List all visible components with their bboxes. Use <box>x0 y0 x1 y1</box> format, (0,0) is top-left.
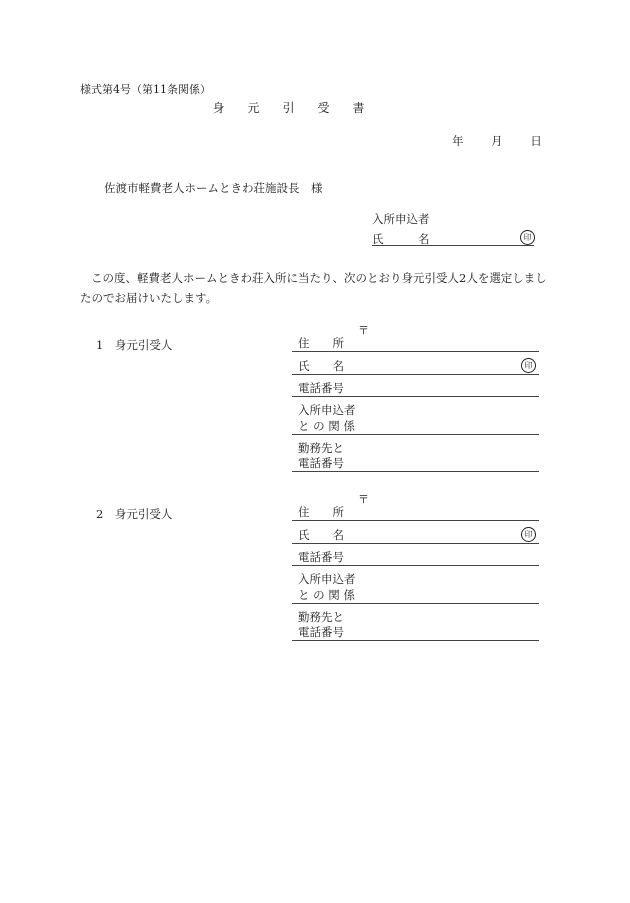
date-year: 年 <box>452 134 464 148</box>
phone-field[interactable] <box>292 380 539 397</box>
relation-label-line2: と の 関 係 <box>298 419 355 433</box>
relation-field[interactable] <box>292 402 539 435</box>
workplace-label-line1: 勤務先と <box>298 610 344 624</box>
guarantor-number-label: 1 身元引受人 <box>96 338 173 352</box>
document-title: 身元引受書 <box>212 101 388 115</box>
name-label: 氏 名 <box>298 528 344 542</box>
workplace-label-line2: 電話番号 <box>298 625 344 639</box>
address-field[interactable] <box>292 504 539 521</box>
guarantor-number-label: 2 身元引受人 <box>96 507 173 521</box>
date-month: 月 <box>491 134 503 148</box>
seal-mark: 印 <box>521 527 536 542</box>
name-field[interactable] <box>292 527 539 544</box>
relation-label-line2: と の 関 係 <box>298 588 355 602</box>
workplace-field[interactable] <box>292 440 539 472</box>
seal-mark: 印 <box>521 358 536 373</box>
address-label: 住 所 <box>298 336 344 350</box>
postal-mark: 〒 <box>358 493 369 506</box>
postal-mark: 〒 <box>358 324 369 337</box>
workplace-label-line2: 電話番号 <box>298 456 344 470</box>
addressee: 佐渡市軽費老人ホームときわ荘施設長 様 <box>104 181 323 195</box>
phone-label: 電話番号 <box>298 381 344 395</box>
date-day: 日 <box>530 134 542 148</box>
applicant-name-field[interactable] <box>372 231 534 246</box>
phone-label: 電話番号 <box>298 550 344 564</box>
body-text: この度、軽費老人ホームときわ荘入所に当たり、次のとおり身元引受人2人を選定しましたのでお届けいたします。 <box>80 271 547 305</box>
address-field[interactable] <box>292 335 539 352</box>
name-field[interactable] <box>292 358 539 375</box>
phone-field[interactable] <box>292 549 539 566</box>
relation-field[interactable] <box>292 571 539 604</box>
form-number: 様式第4号（第11条関係） <box>80 83 211 96</box>
date-line <box>452 133 542 149</box>
relation-label-line1: 入所申込者 <box>298 572 356 586</box>
address-label: 住 所 <box>298 505 344 519</box>
relation-label-line1: 入所申込者 <box>298 403 356 417</box>
seal-mark: 印 <box>520 230 535 245</box>
name-label: 氏 名 <box>298 359 344 373</box>
workplace-label-line1: 勤務先と <box>298 441 344 455</box>
applicant-label: 入所申込者 <box>372 212 430 226</box>
workplace-field[interactable] <box>292 609 539 641</box>
applicant-name-label: 氏 名 <box>372 232 430 246</box>
